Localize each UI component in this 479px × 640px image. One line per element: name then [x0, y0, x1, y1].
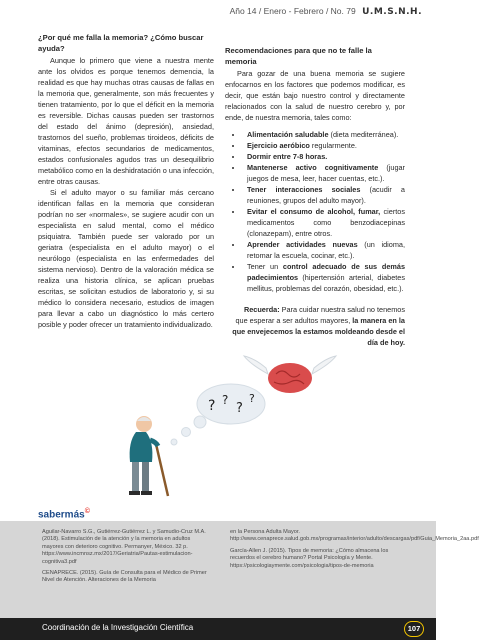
list-item: • Evitar el consumo de alcohol, fumar, ciertos medicamentos como benzodiacepinas (clonazepam), entre otros. — [243, 206, 405, 239]
brain-icon — [244, 356, 336, 393]
svg-text:?: ? — [249, 392, 255, 405]
footer-text: Coordinación de la Investigación Científica — [42, 623, 194, 632]
reference-item: CENAPRECE. (2015). Guía de Consulta para el Médico de Primer Nivel de Atención. Alteraciones de la Memoria — [42, 570, 207, 584]
list-item: • Ejercicio aeróbico regularmente. — [243, 140, 405, 151]
page-footer — [0, 618, 436, 640]
list-item: • Tener interacciones sociales (acudir a reuniones, grupos del adulto mayor). — [243, 184, 405, 206]
sabermas-logo: sabermás© — [38, 508, 90, 521]
recuerda-paragraph: Recuerda: Para cuidar nuestra salud no tenemos que esperar a ser adultos mayores, la manera en la que envejecemos la estamos moldeando desde el día de hoy. — [232, 305, 405, 347]
list-item: • Alimentación saludable (dieta mediterránea). — [243, 129, 405, 140]
page-header — [230, 6, 422, 17]
institution-name: U.M.S.N.H. — [362, 7, 422, 17]
elderly-man-illustration — [96, 354, 346, 504]
reference-item: Aguilar-Navarro S.G., Gutiérrez-Gutiérrez L. y Samudio-Cruz M.A. (2018). Estimulación de la atención y la memoria en adultos mayores con deterioro cognitivo. Permanyer, México. 32 p. https://www.incmnsz.mx/2017/Geriatria/Pautas-estimulacion-cognitiva3.pdf — [42, 529, 206, 565]
left-column — [38, 33, 214, 330]
list-item: • Aprender actividades nuevas (un idioma, retomar la escuela, cocinar, etc.). — [243, 239, 405, 261]
reference-item: García-Allen J. (2015). Tipos de memoria: ¿Cómo almacena los recuerdos el cerebro humano? Portal Psicología y Mente. https://psicologiaymente.com/psicologia/tipos-de-memoria — [230, 547, 389, 569]
left-heading: ¿Por qué me falla la memoria? ¿Cómo buscar ayuda? — [38, 33, 204, 53]
svg-text:?: ? — [236, 401, 243, 416]
list-item: • Dormir entre 7-8 horas. — [243, 151, 405, 162]
references-left — [42, 529, 210, 589]
list-item: • Mantenerse activo cognitivamente (jugar juegos de mesa, leer, hacer cuentas, etc.). — [243, 162, 405, 184]
right-column — [225, 46, 405, 348]
right-heading: Recomendaciones para que no te falle la memoria — [225, 46, 372, 66]
recommendations-list — [225, 129, 405, 294]
reference-item: en la Persona Adulta Mayor. http://www.cenaprece.salud.gob.mx/programas/interior/adulto/descargas/pdf/Guia_Memoria_2aa.pdf — [230, 529, 479, 543]
left-paragraph-2: Si el adulto mayor o su familiar más cercano identifican fallas en la memoria que consideran podrían no ser «normales», se sugiere acudir con un especialista en salud mental, como el médico psiquiatra. También puede ser valorado por un geriatra (especialista en el adulto mayor) o el neurólogo (especialista en las enfermedades del sistema nervioso). Dentro de la valoración médica se realiza una historia clínica, se aplican pruebas escritas, se solicitan estudios de laboratorio y, si su médico lo considera necesario, estudios de imagen para llevar a cabo un diagnóstico lo más certero posible y poder ofrecer un tratamiento individualizado. — [38, 188, 214, 329]
svg-text:?: ? — [208, 398, 216, 414]
svg-text:?: ? — [222, 393, 229, 407]
list-item: • Tener un control adecuado de sus demás padecimientos (hipertensión arterial, diabetes mellitus, problemas del corazón, obesidad, etc.). — [243, 261, 405, 294]
right-intro: Para gozar de una buena memoria se sugiere enfocarnos en los factores que podemos modificar, es decir, que están bajo nuestro control y directamente relacionados con la salud de nuestro cerebro y, por ende, de nuestra memoria, tales como: — [225, 69, 405, 122]
page-number: 107 — [404, 621, 424, 637]
elderly-man — [129, 416, 168, 496]
references-right — [230, 529, 479, 574]
left-paragraph-1: Aunque lo primero que viene a nuestra mente ante los olvidos es porque tenemos demencia, la realidad es que hay muchas otras causas de fallas en la memoria que, generalmente, son más frecuentes y tienen tratamiento, por lo que el déficit en la memoria es reversible. Dichas causas pueden ser trastornos del estado del ánimo (depresión), ansiedad, trastornos del sueño, problemas tiroideos, déficits de vitaminas, efectos secundarios de medicamentos, estados confusionales agudos tras un desequilibrio metabólico como en la deshidratación o una infección, entre otras causas. — [38, 56, 214, 186]
issue-info: Año 14 / Enero - Febrero / No. 79 — [229, 6, 356, 16]
